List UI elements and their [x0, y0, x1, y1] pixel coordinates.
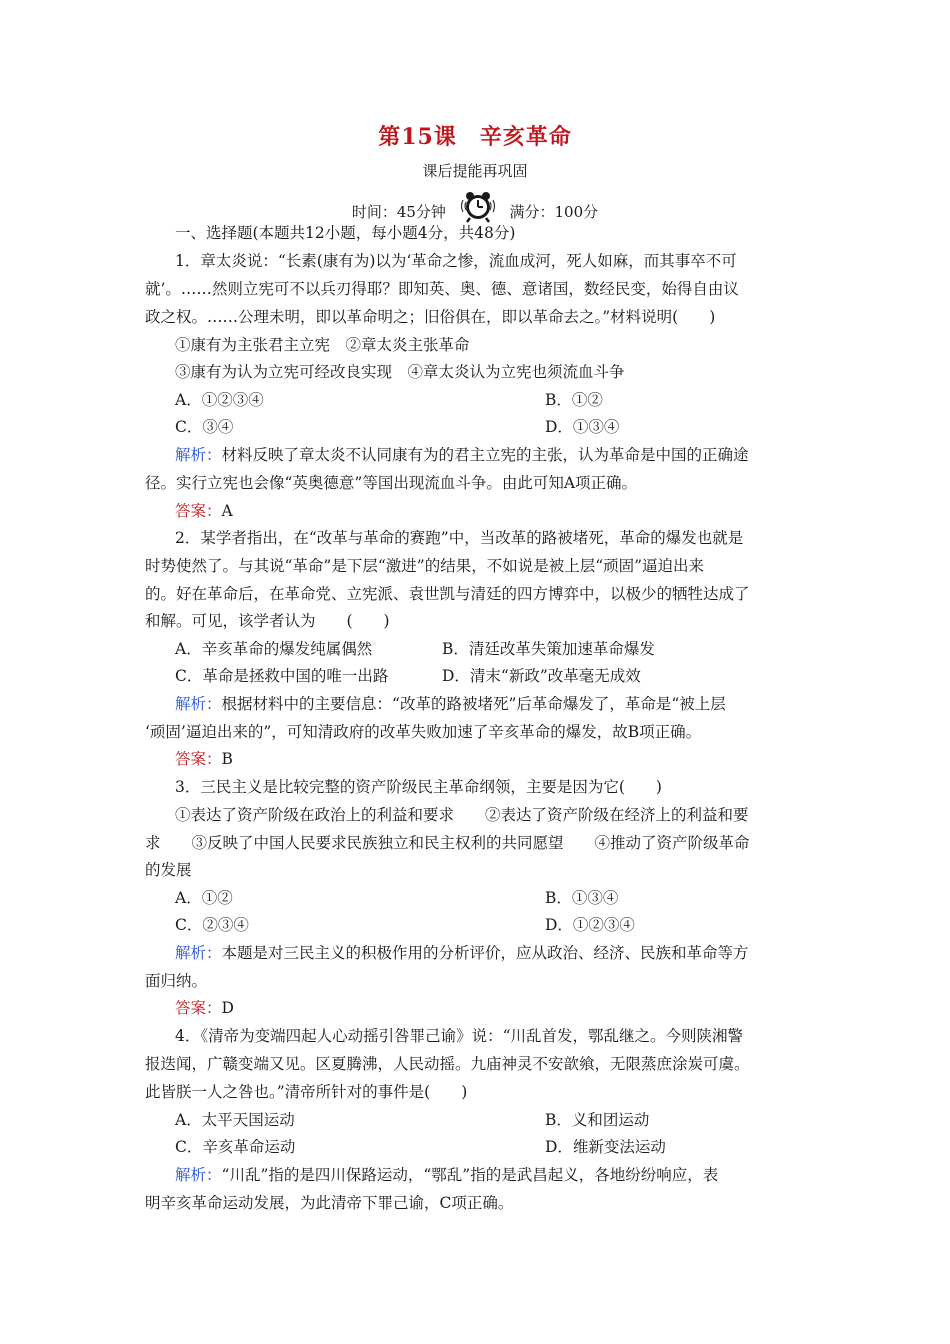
question-2-analysis [175, 690, 840, 718]
question-2-answer [175, 745, 840, 773]
question-4-analysis-line-2: 明辛亥革命运动发展，为此清帝下罪己谕，C项正确。 [145, 1194, 514, 1212]
question-3-item-line-3: 的发展 [145, 861, 192, 879]
time-label: 时间：45分钟 [351, 203, 446, 221]
question-4-option-b: B．义和团运动 [545, 1111, 650, 1129]
answer-value: D [221, 999, 234, 1017]
question-4-option-c: C．辛亥革命运动 [175, 1138, 296, 1156]
question-4-option-d: D．维新变法运动 [545, 1138, 666, 1156]
question-1-analysis-line-2: 径。实行立宪也会像“英奥德意”等国出现流血斗争。由此可知A项正确。 [145, 474, 638, 492]
question-2-analysis-line-2: ‘顽固’逼迫出来的”，可知清政府的改革失败加速了辛亥革命的爆发，故B项正确。 [145, 723, 702, 741]
question-1-option-c: C．③④ [175, 418, 234, 436]
lesson-title: 第15课 辛亥革命 [378, 124, 572, 150]
question-3-analysis-line-2: 面归纳。 [145, 972, 208, 990]
question-2-line-2: 时势使然了。与其说“革命”是下层“激进”的结果，不如说是被上层“顽固”逼迫出来 [145, 557, 705, 575]
question-4-option-a: A．太平天国运动 [175, 1111, 295, 1129]
analysis-label: 解析： [175, 446, 222, 464]
question-1-option-a: A．①②③④ [175, 391, 264, 409]
analysis-label: 解析： [175, 944, 222, 962]
question-2-option-c: C．革命是拯救中国的唯一出路 [175, 667, 389, 685]
question-3-line-1: 3．三民主义是比较完整的资产阶级民主革命纲领，主要是因为它( ) [175, 778, 662, 796]
answer-label: 答案： [175, 999, 222, 1017]
question-3-option-b: B．①③④ [545, 889, 619, 907]
question-2-line-3: 的。好在革命后，在革命党、立宪派、袁世凯与清廷的四方博弈中，以极少的牺牲达成了 [145, 585, 750, 603]
question-2-line-1: 2．某学者指出，在“改革与革命的赛跑”中，当改革的路被堵死，革命的爆发也就是 [175, 529, 744, 547]
question-1-analysis [175, 441, 840, 469]
question-1-line-1: 1．章太炎说：“长素(康有为)以为‘革命之惨，流血成河，死人如麻，而其事卒不可 [175, 252, 737, 270]
lesson-subtitle: 课后提能再巩固 [422, 162, 528, 180]
question-3-analysis [175, 939, 840, 967]
question-1-item-2: ③康有为认为立宪可经改良实现 ④章太炎认为立宪也须流血斗争 [175, 363, 625, 381]
analysis-text: 材料反映了章太炎不认同康有为的君主立宪的主张，认为革命是中国的正确途 [221, 446, 749, 464]
question-3-option-c: C．②③④ [175, 916, 249, 934]
question-1-option-d: D．①③④ [545, 418, 620, 436]
question-2-line-4: 和解。可见，该学者认为 ( ) [145, 612, 390, 630]
analysis-label: 解析： [175, 695, 222, 713]
question-2-option-a: A．辛亥革命的爆发纯属偶然 [175, 640, 373, 658]
question-1-option-b: B．①② [545, 391, 603, 409]
question-4-line-2: 报迭闻，广赣变端又见。区夏腾沸，人民动摇。九庙神灵不安歆飨，无限蒸庶涂炭可虞。 [145, 1055, 750, 1073]
question-1-item-1: ①康有为主张君主立宪 ②章太炎主张革命 [175, 336, 470, 354]
question-3-item-line-1: ①表达了资产阶级在政治上的利益和要求 ②表达了资产阶级在经济上的利益和要 [175, 806, 749, 824]
section-heading: 一、选择题(本题共12小题，每小题4分，共48分) [175, 224, 516, 242]
question-2-option-d: D．清末“新政”改革毫无成效 [442, 667, 641, 685]
answer-value: A [221, 502, 233, 520]
question-4-line-3: 此皆朕一人之咎也。”清帝所针对的事件是( ) [145, 1083, 468, 1101]
analysis-text: 本题是对三民主义的积极作用的分析评价，应从政治、经济、民族和革命等方 [221, 944, 749, 962]
question-3-option-a: A．①② [175, 889, 233, 907]
question-1-answer [175, 497, 840, 525]
answer-label: 答案： [175, 502, 222, 520]
question-1-line-2: 就’。……然则立宪可不以兵刃得耶？即知英、奥、德、意诸国，数经民变，始得自由议 [145, 280, 739, 298]
analysis-text: “川乱”指的是四川保路运动，“鄂乱”指的是武昌起义，各地纷纷响应，表 [221, 1166, 719, 1184]
question-2-option-b: B．清廷改革失策加速革命爆发 [442, 640, 655, 658]
analysis-label: 解析： [175, 1166, 222, 1184]
question-3-item-line-2: 求 ③反映了中国人民要求民族独立和民主权利的共同愿望 ④推动了资产阶级革命 [145, 834, 750, 852]
question-3-option-d: D．①②③④ [545, 916, 635, 934]
question-4-line-1: 4．《清帝为变端四起人心动摇引咎罪己谕》说：“川乱首发，鄂乱继之。今则陕湘警 [175, 1027, 744, 1045]
question-1-line-3: 政之权。……公理未明，即以革命明之；旧俗俱在，即以革命去之。”材料说明( ) [145, 308, 716, 326]
question-4-analysis [175, 1161, 840, 1189]
answer-label: 答案： [175, 750, 222, 768]
answer-value: B [221, 750, 233, 768]
analysis-text: 根据材料中的主要信息：“改革的路被堵死”后革命爆发了，革命是“被上层 [221, 695, 726, 713]
score-label: 满分：100分 [509, 203, 599, 221]
question-3-answer [175, 994, 840, 1022]
